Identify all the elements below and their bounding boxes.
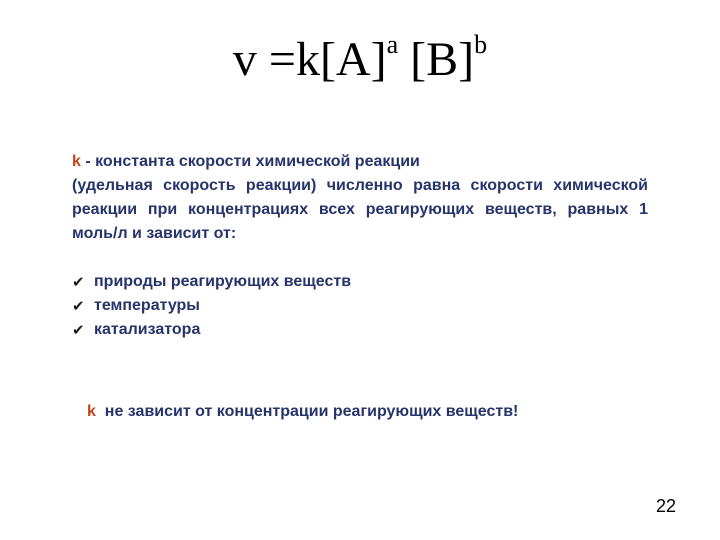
definition-intro: - константа скорости химической реакции <box>80 153 420 170</box>
definition-paragraph <box>72 150 648 246</box>
checkmark-icon: ✔ <box>72 297 85 315</box>
formula-b: [B] <box>398 33 475 86</box>
definition-body: (удельная скорость реакции) численно равна скорости химической реакции при концентрациях всех реагирующих веществ, равных 1 моль/л и зависит от: <box>72 177 648 242</box>
rate-law-formula <box>0 30 720 90</box>
factor-label: температуры <box>94 297 200 314</box>
independence-note <box>87 400 518 424</box>
checkmark-icon: ✔ <box>72 273 85 291</box>
list-item <box>72 294 648 318</box>
formula-k-a: =k[A] <box>256 33 387 86</box>
formula-exponent-b: b <box>474 30 488 59</box>
formula-exponent-a: a <box>386 30 399 59</box>
definition-block <box>72 150 648 342</box>
k-symbol: k <box>72 153 81 170</box>
factor-label: катализатора <box>94 321 201 338</box>
factors-list <box>72 270 648 342</box>
checkmark-icon: ✔ <box>72 321 85 339</box>
list-item <box>72 270 648 294</box>
list-item <box>72 318 648 342</box>
factor-label: природы реагирующих веществ <box>94 273 352 290</box>
page-number: 22 <box>655 496 676 516</box>
formula-v: v <box>232 33 257 86</box>
note-text: не зависит от концентрации реагирующих веществ! <box>95 403 519 420</box>
note-k-symbol: k <box>87 403 96 420</box>
